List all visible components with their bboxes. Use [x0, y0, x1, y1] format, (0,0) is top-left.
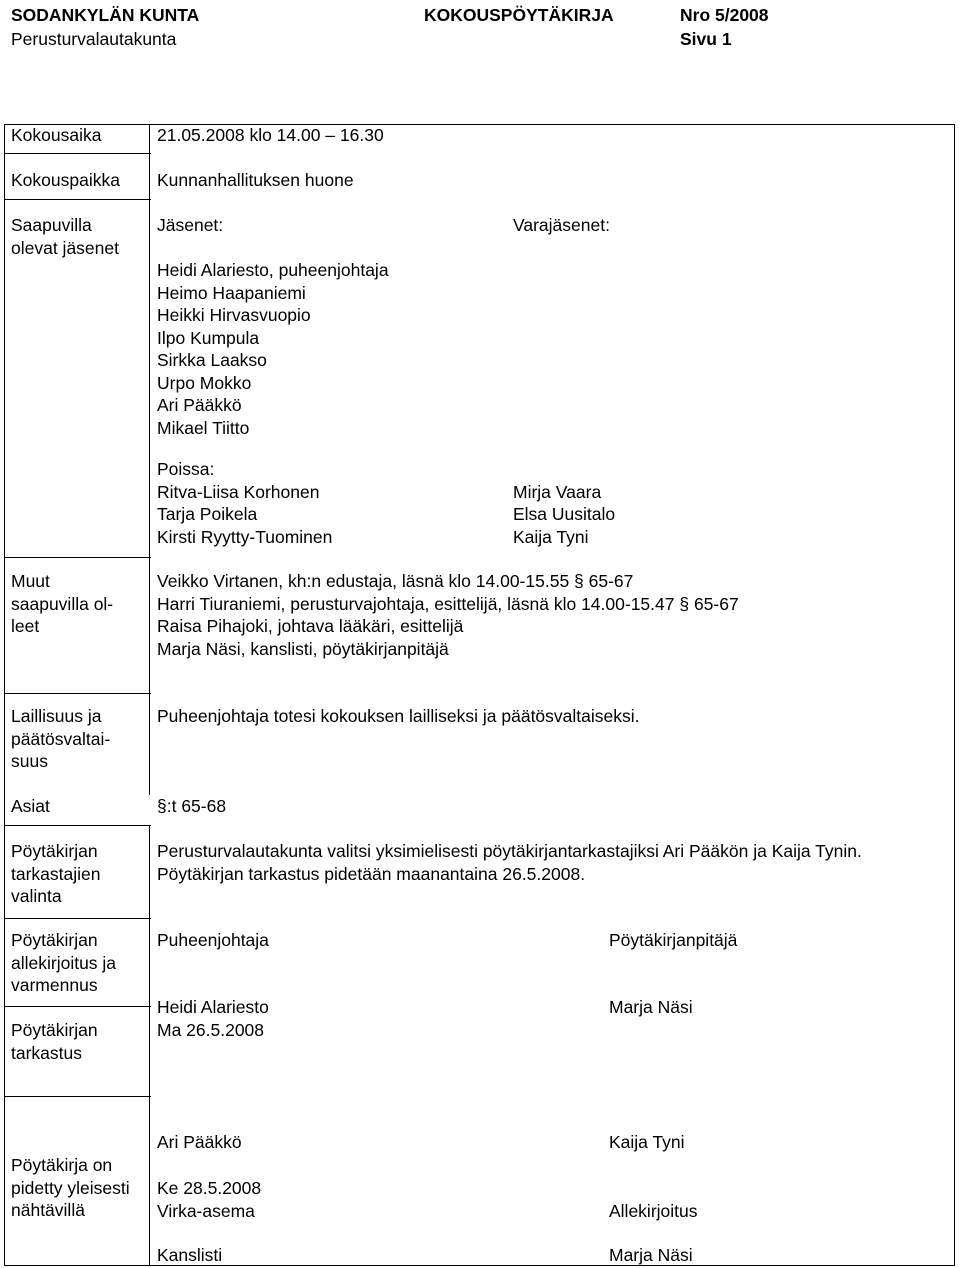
meeting-time-label: Kokousaika — [11, 125, 102, 145]
list-item: Heimo Haapaniemi — [157, 282, 306, 303]
minutes-table — [4, 124, 955, 1266]
secretary-title: Pöytäkirjanpitäjä — [609, 930, 738, 950]
members-list — [157, 259, 389, 439]
list-item: Harri Tiuraniemi, perusturvajohtaja, esittelijä, läsnä klo 14.00-15.47 § 65-67 — [157, 593, 739, 614]
public-display-date: Ke 28.5.2008 — [157, 1178, 262, 1198]
meeting-place-value: Kunnanhallituksen huone — [157, 170, 354, 190]
row-divider — [4, 557, 151, 558]
members-heading: Jäsenet: — [157, 215, 224, 235]
items-value: §:t 65-68 — [157, 796, 227, 816]
signing-label: Pöytäkirjan allekirjoitus ja varmennus — [11, 930, 117, 995]
list-item: Veikko Virtanen, kh:n edustaja, läsnä klo 14.00-15.55 § 65-67 — [157, 571, 634, 591]
inspector-1-name: Ari Pääkkö — [157, 1132, 242, 1152]
official-title: Kanslisti — [157, 1245, 223, 1265]
absent-heading: Poissa: — [157, 459, 215, 479]
column-divider — [149, 826, 150, 1266]
column-divider — [149, 124, 150, 795]
list-item: Kirsti Ryytty-Tuominen — [157, 526, 333, 547]
list-item: Raisa Pihajoki, johtava lääkäri, esittelijä — [157, 616, 464, 636]
items-label: Asiat — [11, 796, 50, 816]
meeting-time-value: 21.05.2008 klo 14.00 – 16.30 — [157, 125, 384, 145]
list-item: Mirja Vaara — [513, 481, 602, 502]
list-item: Heidi Alariesto, puheenjohtaja — [157, 260, 389, 280]
list-item: Marja Näsi, kanslisti, pöytäkirjanpitäjä — [157, 638, 449, 659]
list-item: Ilpo Kumpula — [157, 327, 260, 348]
signature-label: Allekirjoitus — [609, 1201, 698, 1221]
list-item: Elsa Uusitalo — [513, 504, 616, 524]
list-item: Ari Pääkkö — [157, 395, 242, 415]
board-name: Perusturvalautakunta — [11, 29, 177, 49]
legality-text: Puheenjohtaja totesi kokouksen lailliseksi ja päätösvaltaiseksi. — [157, 706, 640, 726]
row-divider — [4, 693, 151, 694]
others-label: Muut saapuvilla ol- leet — [11, 571, 114, 636]
absent-list — [157, 458, 332, 548]
organization-name: SODANKYLÄN KUNTA — [11, 5, 200, 25]
public-display-place: Virka-asema — [157, 1201, 255, 1221]
inspectors-text: Perusturvalautakunta valitsi yksimielisesti pöytäkirjantarkastajiksi Ari Pääkön ja Kaija Tynin. Pöytäkirjan tarkastus pidetään maanantaina 26.5.2008. — [157, 841, 862, 884]
chair-title: Puheenjohtaja — [157, 930, 269, 950]
inspection-date: Ma 26.5.2008 — [157, 1020, 265, 1040]
inspection-label: Pöytäkirjan tarkastus — [11, 1020, 98, 1063]
chair-name: Heidi Alariesto — [157, 997, 269, 1017]
list-item: Sirkka Laakso — [157, 350, 267, 370]
attendees-label: Saapuvilla olevat jäsenet — [11, 215, 119, 258]
list-item: Mikael Tiitto — [157, 417, 250, 438]
document-type: KOKOUSPÖYTÄKIRJA — [424, 5, 614, 25]
row-divider — [4, 153, 151, 154]
legality-label: Laillisuus ja päätösvaltai- suus — [11, 706, 111, 771]
deputies-list — [513, 481, 615, 549]
others-list — [157, 570, 739, 660]
row-divider — [4, 1006, 151, 1007]
row-divider — [4, 918, 151, 919]
document-number: Nro 5/2008 — [680, 5, 769, 25]
public-display-label: Pöytäkirja on pidetty yleisesti nähtävillä — [11, 1155, 130, 1220]
inspector-2-name: Kaija Tyni — [609, 1132, 685, 1152]
secretary-name: Marja Näsi — [609, 997, 693, 1017]
list-item: Heikki Hirvasvuopio — [157, 305, 311, 325]
list-item: Kaija Tyni — [513, 526, 589, 547]
inspectors-label: Pöytäkirjan tarkastajien valinta — [11, 841, 101, 906]
list-item: Ritva-Liisa Korhonen — [157, 481, 320, 502]
list-item: Urpo Mokko — [157, 372, 252, 393]
official-name: Marja Näsi — [609, 1245, 693, 1265]
meeting-place-label: Kokouspaikka — [11, 170, 120, 190]
list-item: Tarja Poikela — [157, 504, 258, 524]
row-divider — [4, 1096, 151, 1097]
page-number: Sivu 1 — [680, 29, 732, 49]
deputies-heading: Varajäsenet: — [513, 215, 610, 235]
row-divider — [4, 825, 151, 826]
row-divider — [4, 199, 151, 200]
